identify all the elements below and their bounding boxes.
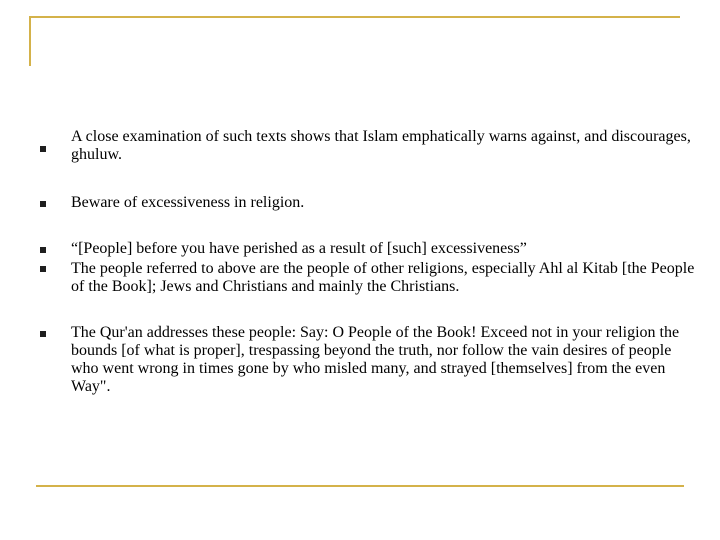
bottom-rule	[36, 485, 684, 487]
square-bullet-icon	[40, 146, 46, 152]
bullet-text: The people referred to above are the people of other religions, especially Ahl al Kitab [the People of the Book]; Jews and Christians and mainly the Christians.	[71, 260, 695, 295]
square-bullet-icon	[40, 266, 46, 272]
top-rule	[29, 16, 680, 18]
square-bullet-icon	[40, 201, 46, 207]
bullet-text: Beware of excessiveness in religion.	[71, 194, 305, 211]
bullet-text: “[People] before you have perished as a result of [such] excessiveness”	[71, 240, 527, 257]
square-bullet-icon	[40, 247, 46, 253]
bullet-text: The Qur'an addresses these people: Say: O People of the Book! Exceed not in your religion the bounds [of what is proper], trespassing beyond the truth, nor follow the vain desires of people who went wrong in times gone by who misled many, and strayed [themselves] from the even Way".	[71, 324, 680, 395]
square-bullet-icon	[40, 331, 46, 337]
bullet-text: A close examination of such texts shows that Islam emphatically warns against, and discourages, ghuluw.	[71, 128, 691, 163]
left-rule	[29, 16, 31, 66]
